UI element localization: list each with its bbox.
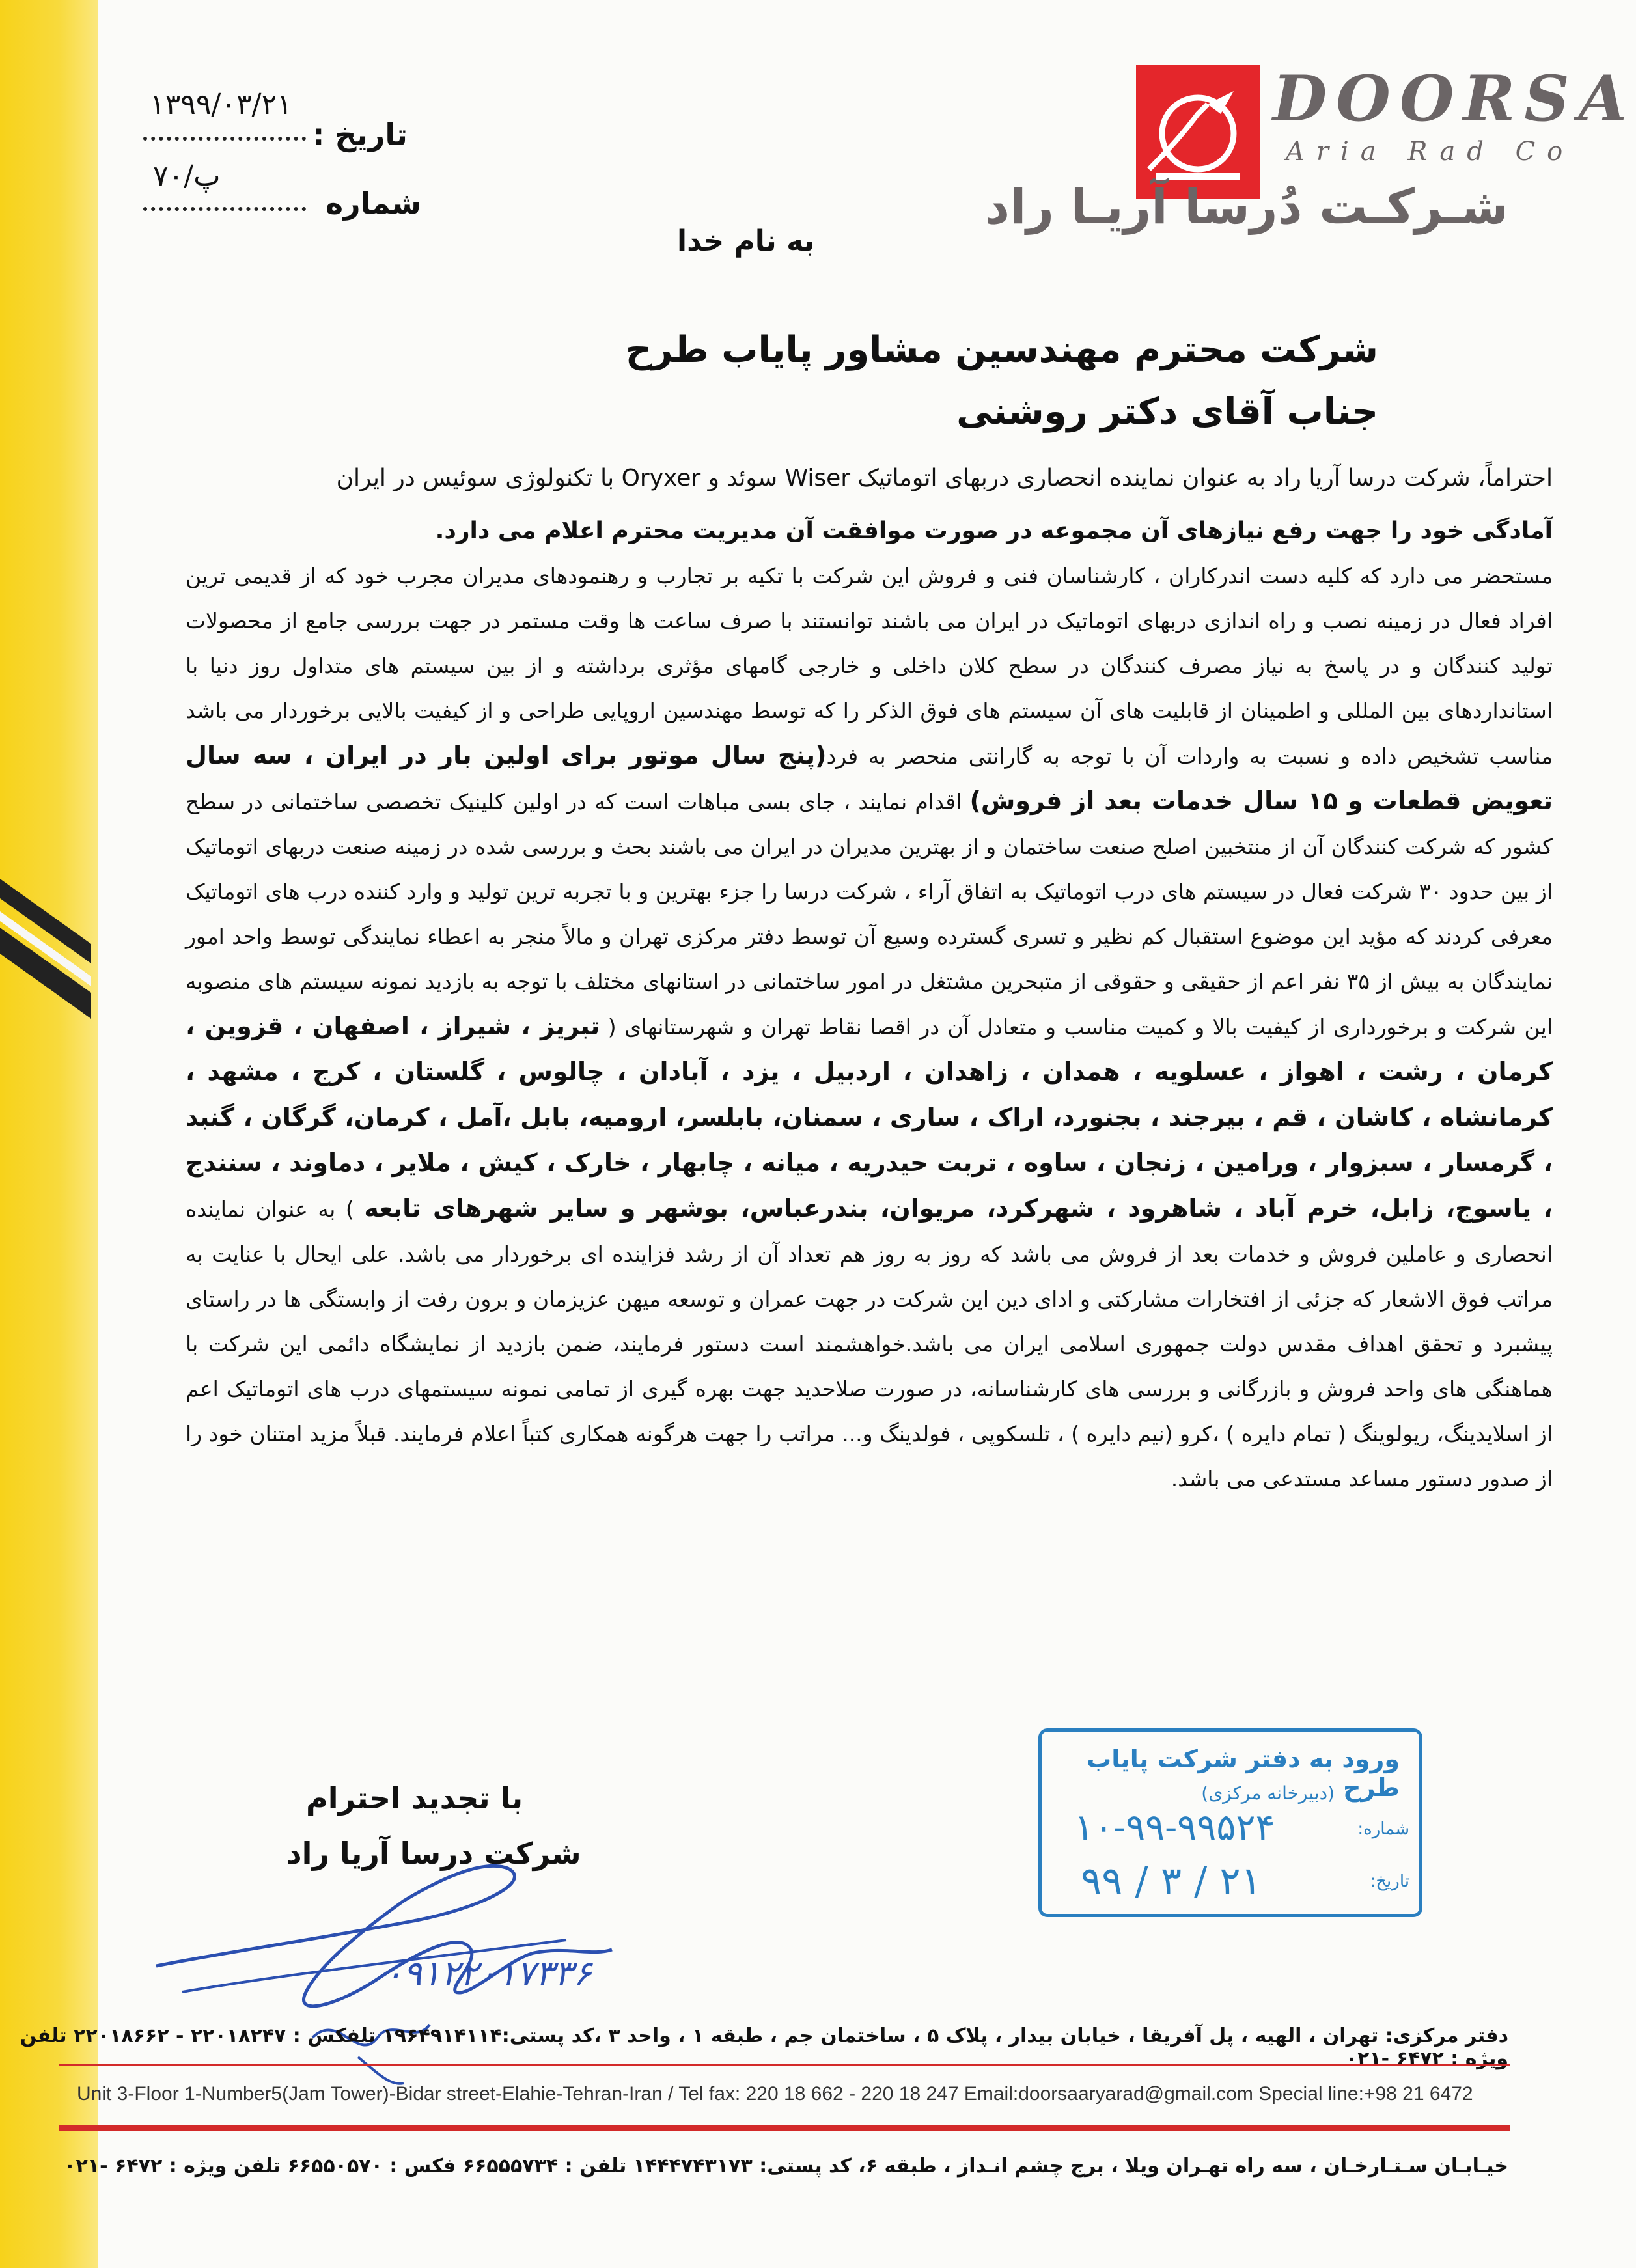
body-paragraph-1: احتراماً، شرکت درسا آریا راد به عنوان نماینده انحصاری دربهای اتوماتیک Wiser سوئد و Oryxer با تکنولوژی سوئیس در ایران: [336, 465, 1553, 491]
footer-address-en: Unit 3-Floor 1-Number5(Jam Tower)-Bidar street-Elahie-Tehran-Iran / Tel fax: 220 18 662 - 220 18 247 Email:doorsaaryarad@gmail.com Special line:+98 21 6472: [77, 2083, 1473, 2105]
stamp-title: ورود به دفتر شرکت پایاب طرح: [1087, 1745, 1400, 1802]
number-dots: [143, 207, 306, 211]
stamp-number-label: شماره:: [1357, 1819, 1409, 1839]
closing-regards: با تجدید احترام: [306, 1780, 523, 1816]
stamp-date-label: تاریخ:: [1370, 1872, 1409, 1891]
band-decoration: [0, 866, 130, 1074]
cities-list: تبریز ، شیراز ، اصفهان ، قزوین ، کرمان ، رشت ، اهواز ، عسلویه ، همدان ، زاهدان ، اردبیل ، یزد ، آبادان ، چالوس ، گلستان ، کرج ، مشهد ، کرمانشاه ، کاشان ، قم ، بیرجند ، بجنورد، اراک ، ساری ، سمنان، بابلسر، ارومیه، بابل ،آمل ، کرمان، گرگان ، گنبد ، گرمسار ، سبزوار ، ورامین ، زنجان ، ساوه ، تربت حیدریه ، میانه ، چابهار ، خارک ، کیش ، ملایر ، دماوند ، سنندج ، یاسوج، زابل، خرم آباد ، شاهرود ، شهرکرد، مریوان، بندرعباس، بوشهر و سایر شهرهای تابعه: [186, 1012, 1553, 1223]
recipient-company: شرکت محترم مهندسین مشاور پایاب طرح: [625, 329, 1378, 371]
date-value: ۱۳۹۹/۰۳/۲۱: [150, 88, 292, 121]
letter-body: [186, 456, 1553, 1501]
footer-branch-office: خیـابـان سـتـارخـان ، سه راه تهـران ویلا ، برج چشم انـداز ، طبقه ۶، کد پستی: ۱۴۴۴۷۴۳۱۷۳ تلفن : ۶۶۵۵۵۷۳۴ فکس : ۶۶۵۵۰۵۷۰ تلفن ویژه : ۶۴۷۲ -۰۲۱: [64, 2155, 1508, 2178]
date-dots: [143, 137, 306, 141]
body-text-e: ) به عنوان نماینده انحصاری و عاملین فروش و خدمات بعد از فروش می باشد که روز به روز هم تعداد آن از رشد فزاینده ای برخوردار می باشد. علی ایحال با عنایت به مراتب فوق الاشعار که جزئی از افتخارات مشارکتی و ادای دین این شرکت در جهت عمران و توسعه میهن عزیزمان و برون رفت از وابستگی ها در راستای پیشبرد و تحقق اهداف مقدس دولت جمهوری اسلامی ایران می باشد.خواهشمند است دستور فرمایند، ضمن بازدید از نمایشگاه دائمی این شرکت با هماهنگی های واحد فروش و بازرگانی و بررسی های کارشناسانه، در صورت صلاحدید جهت بهره گیری از تمامی نمونه سیستمهای درب های اتوماتیک اعم از اسلایدینگ، ریولوینگ ( تمام دایره ) ،کرو (نیم دایره ) ، تلسکوپی ، فولدینگ و... مراتب را جهت هرگونه همکاری کتباً اعلام فرمایند. قبلاً مزید امتنان خود را از صدور دستور مساعد مستدعی می باشد.: [186, 1196, 1553, 1491]
handwritten-phone: ۰۹۱۲۲۰۱۷۳۳۶: [384, 1953, 592, 1994]
footer-divider-bottom: [59, 2125, 1510, 2131]
logo-subtitle: Aria Rad Co: [1286, 137, 1575, 167]
warranty-highlight: (پنج سال موتور برای اولین بار در ایران ، سه سال تعویض قطعات و ۱۵ سال خدمات بعد از فروش): [186, 741, 1553, 815]
logo-wordmark: DOORSA: [1273, 62, 1636, 135]
body-paragraph-3: [186, 553, 1553, 1501]
body-text-a: مستحضر می دارد که کلیه دست اندرکاران ، کارشناسان فنی و فروش این شرکت با تکیه بر تجارب و رهنمودهای مدیران مجرب خود که از قدیمی ترین افراد فعال در زمینه نصب و راه اندازی دربهای اتوماتیک در ایران می باشند توانستند با صرف ساعت ها وقت مستمر در جهت بررسی جامع از محصولات تولید کنندگان و در پاسخ به نیاز مصرف کنندگان در سطح کلان داخلی و خارجی گامهای مؤثری برداشته و از بین سیستم های متداول روز دنیا با استانداردهای بین المللی و اطمینان از قابلیت های آن سیستم های فوق الذکر را که توسط مهندسین اروپایی طراحی و از کیفیت بالایی برخوردار می باشد مناسب تشخیص داده و نسبت به واردات آن با توجه به گارانتی منحصر به فرد: [186, 563, 1553, 769]
company-name-fa: شـرکـت دُرسا آریـا راد: [985, 179, 1508, 235]
stamp-subtitle: (دبیرخانه مرکزی): [1201, 1782, 1335, 1804]
footer-head-office: دفتر مرکزی: تهران ، الهیه ، پل آفریقا ، خیابان بیدار ، پلاک ۵ ، ساختمان جم ، طبقه ۱ ، واحد ۳ ،کد پستی:۱۹۶۴۹۱۴۱۱۴ تلفکس : ۲۲۰۱۸۲۴۷ - ۲۲۰۱۸۶۶۲ تلفن ویژه : ۶۴۷۲ -۰۲۱: [20, 2025, 1508, 2070]
received-stamp: [1038, 1728, 1422, 1917]
number-label: شماره: [326, 186, 421, 221]
bismillah: به نام خدا: [677, 225, 815, 258]
body-paragraph-2: آمادگی خود را جهت رفع نیازهای آن مجموعه در صورت موافقت آن مدیریت محترم اعلام می دارد.: [435, 518, 1553, 544]
stamp-number-value: ۱۰-۹۹-۹۹۵۲۴: [1074, 1806, 1275, 1849]
number-value: پ/۷۰: [153, 159, 221, 193]
date-label: تاریخ :: [312, 117, 408, 152]
stamp-date-value: ۹۹ / ۳ / ۲۱: [1081, 1859, 1262, 1904]
closing-company: شرکت درسا آریا راد: [286, 1836, 581, 1871]
footer-divider-top: [59, 2064, 1510, 2066]
body-text-c: اقدام نمایند ، جای بسی مباهات است که در اولین کلینیک تخصصی ساختمانی در سطح کشور که شرکت کنندگان آن از منتخبین اصلح صنعت ساختمان و از بهترین مدیران در ایران می باشند بحث و بررسی شده در زمینه صنعت دربهای اتوماتیک از بین حدود ۳۰ شرکت فعال در سیستم های درب اتوماتیک به اتفاق آراء ، شرکت درسا را جزء بهترین و با تجربه ترین تولید و وارد کننده درب های اتوماتیک معرفی کردند که مؤید این موضوع استقبال کم نظیر و تسری گسترده وسیع آن توسط دفتر مرکزی تهران و مالاً منجر به اعطاء نمایندگی توسط واحد امور نمایندگان به بیش از ۳۵ نفر اعم از حقیقی و حقوقی از متبحرین مشتغل در امور ساختمانی در استانهای مختلف با توجه به بازدید نمونه سیستم های منصوبه این شرکت و برخورداری از کیفیت بالا و کمیت مناسب و متعادل آن در اقصا نقاط تهران و شهرستانهای (: [186, 789, 1553, 1040]
recipient-person: جناب آقای دکتر روشنی: [956, 391, 1378, 433]
left-yellow-band: [0, 0, 98, 2268]
